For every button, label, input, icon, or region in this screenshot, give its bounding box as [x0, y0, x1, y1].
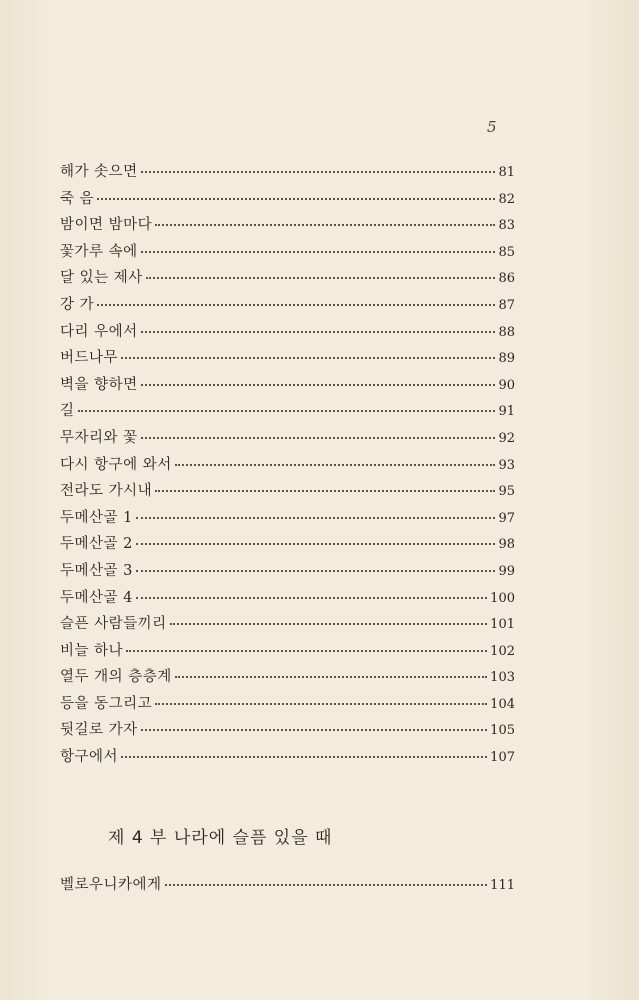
dot-leader: [155, 703, 487, 705]
toc-entry-page: 102: [490, 643, 515, 659]
toc-entry-page: 88: [498, 324, 515, 340]
toc-entry-title: 강 가: [60, 296, 95, 313]
toc-entry: [60, 187, 515, 214]
toc-entry-title: 뒷길로 가자: [60, 722, 138, 739]
dot-leader: [141, 171, 496, 173]
toc-entry-title: 꽃가루 속에: [60, 243, 138, 260]
toc-entry-page: 87: [498, 297, 515, 313]
toc-entry-page: 103: [490, 670, 515, 686]
toc-entry: [60, 745, 515, 772]
toc-entry-title: 길: [60, 403, 75, 420]
dot-leader: [155, 224, 495, 226]
toc-entry-page: 101: [490, 617, 515, 633]
toc-entry-title: 항구에서: [60, 749, 119, 766]
toc-entry-page: 107: [490, 750, 515, 766]
table-of-contents-section-4: [60, 873, 515, 900]
dot-leader: [136, 570, 496, 572]
toc-entry: [60, 453, 515, 480]
toc-entry-title: 두메산골 4: [60, 589, 133, 606]
dot-leader: [165, 884, 488, 886]
toc-entry-title: 버드나무: [60, 350, 119, 367]
toc-entry: [60, 559, 515, 586]
toc-entry-page: 100: [490, 590, 515, 606]
toc-entry-title: 두메산골 1: [60, 509, 133, 526]
toc-entry-title: 다시 항구에 와서: [60, 456, 172, 473]
toc-entry: [60, 665, 515, 692]
dot-leader: [141, 251, 496, 253]
toc-entry: [60, 320, 515, 347]
toc-entry-page: 81: [498, 165, 515, 180]
toc-entry: [60, 479, 515, 506]
dot-leader: [121, 357, 495, 359]
toc-entry-page: 89: [498, 351, 515, 367]
toc-entry-page: 111: [490, 878, 515, 893]
dot-leader: [141, 729, 488, 731]
dot-leader: [97, 198, 495, 200]
toc-entry: [60, 266, 515, 293]
toc-entry: [60, 532, 515, 559]
toc-entry-title: 등을 동그리고: [60, 695, 153, 712]
toc-entry: [60, 639, 515, 666]
toc-entry: [60, 399, 515, 426]
dot-leader: [175, 464, 496, 466]
toc-entry: [60, 426, 515, 453]
dot-leader: [141, 331, 496, 333]
toc-entry-title: 벽을 향하면: [60, 376, 138, 393]
toc-entry-page: 86: [498, 271, 515, 287]
toc-entry: [60, 506, 515, 533]
toc-entry-title: 달 있는 제사: [60, 270, 143, 287]
dot-leader: [175, 676, 487, 678]
toc-entry-page: 90: [498, 377, 515, 393]
toc-entry-title: 죽 음: [60, 190, 95, 207]
toc-entry-page: 98: [498, 537, 515, 553]
toc-entry-title: 열두 개의 층층계: [60, 669, 172, 686]
toc-entry-page: 92: [498, 430, 515, 446]
dot-leader: [136, 517, 496, 519]
toc-entry-page: 91: [498, 404, 515, 420]
toc-entry: [60, 293, 515, 320]
toc-entry-title: 두메산골 2: [60, 536, 133, 553]
dot-leader: [146, 277, 496, 279]
dot-leader: [136, 543, 496, 545]
toc-entry-page: 82: [498, 191, 515, 207]
toc-entry-page: 95: [498, 484, 515, 500]
toc-entry-page: 105: [490, 723, 515, 739]
toc-entry: [60, 586, 515, 613]
toc-entry: [60, 873, 515, 900]
toc-entry-page: 99: [498, 563, 515, 579]
toc-entry: [60, 612, 515, 639]
dot-leader: [136, 597, 487, 599]
toc-entry-title: 전라도 가시내: [60, 483, 153, 500]
toc-entry-page: 93: [498, 457, 515, 473]
toc-entry: [60, 692, 515, 719]
toc-entry-title: 벨로우니카에게: [60, 877, 162, 893]
toc-entry: [60, 213, 515, 240]
toc-entry-title: 두메산골 3: [60, 562, 133, 579]
toc-entry: [60, 373, 515, 400]
dot-leader: [126, 650, 487, 652]
toc-entry: [60, 160, 515, 187]
dot-leader: [97, 304, 495, 306]
toc-entry-page: 85: [498, 244, 515, 260]
table-of-contents: [60, 160, 515, 772]
dot-leader: [155, 490, 495, 492]
toc-entry-title: 무자리와 꽃: [60, 429, 138, 446]
section-heading: 제 4 부 나라에 슬픔 있을 때: [108, 828, 333, 848]
toc-entry: [60, 718, 515, 745]
dot-leader: [141, 437, 496, 439]
toc-entry-title: 슬픈 사람들끼리: [60, 616, 167, 633]
dot-leader: [121, 756, 487, 758]
toc-entry-title: 다리 우에서: [60, 323, 138, 340]
page-number: 5: [487, 118, 497, 136]
dot-leader: [170, 623, 488, 625]
toc-entry-title: 비늘 하나: [60, 642, 124, 659]
dot-leader: [141, 384, 496, 386]
toc-entry-page: 97: [498, 510, 515, 526]
toc-entry-title: 해가 솟으면: [60, 164, 138, 180]
toc-entry: [60, 346, 515, 373]
dot-leader: [78, 410, 496, 412]
toc-entry-page: 104: [490, 696, 515, 712]
toc-entry-title: 밤이면 밤마다: [60, 217, 153, 234]
toc-entry-page: 83: [498, 218, 515, 234]
toc-entry: [60, 240, 515, 267]
